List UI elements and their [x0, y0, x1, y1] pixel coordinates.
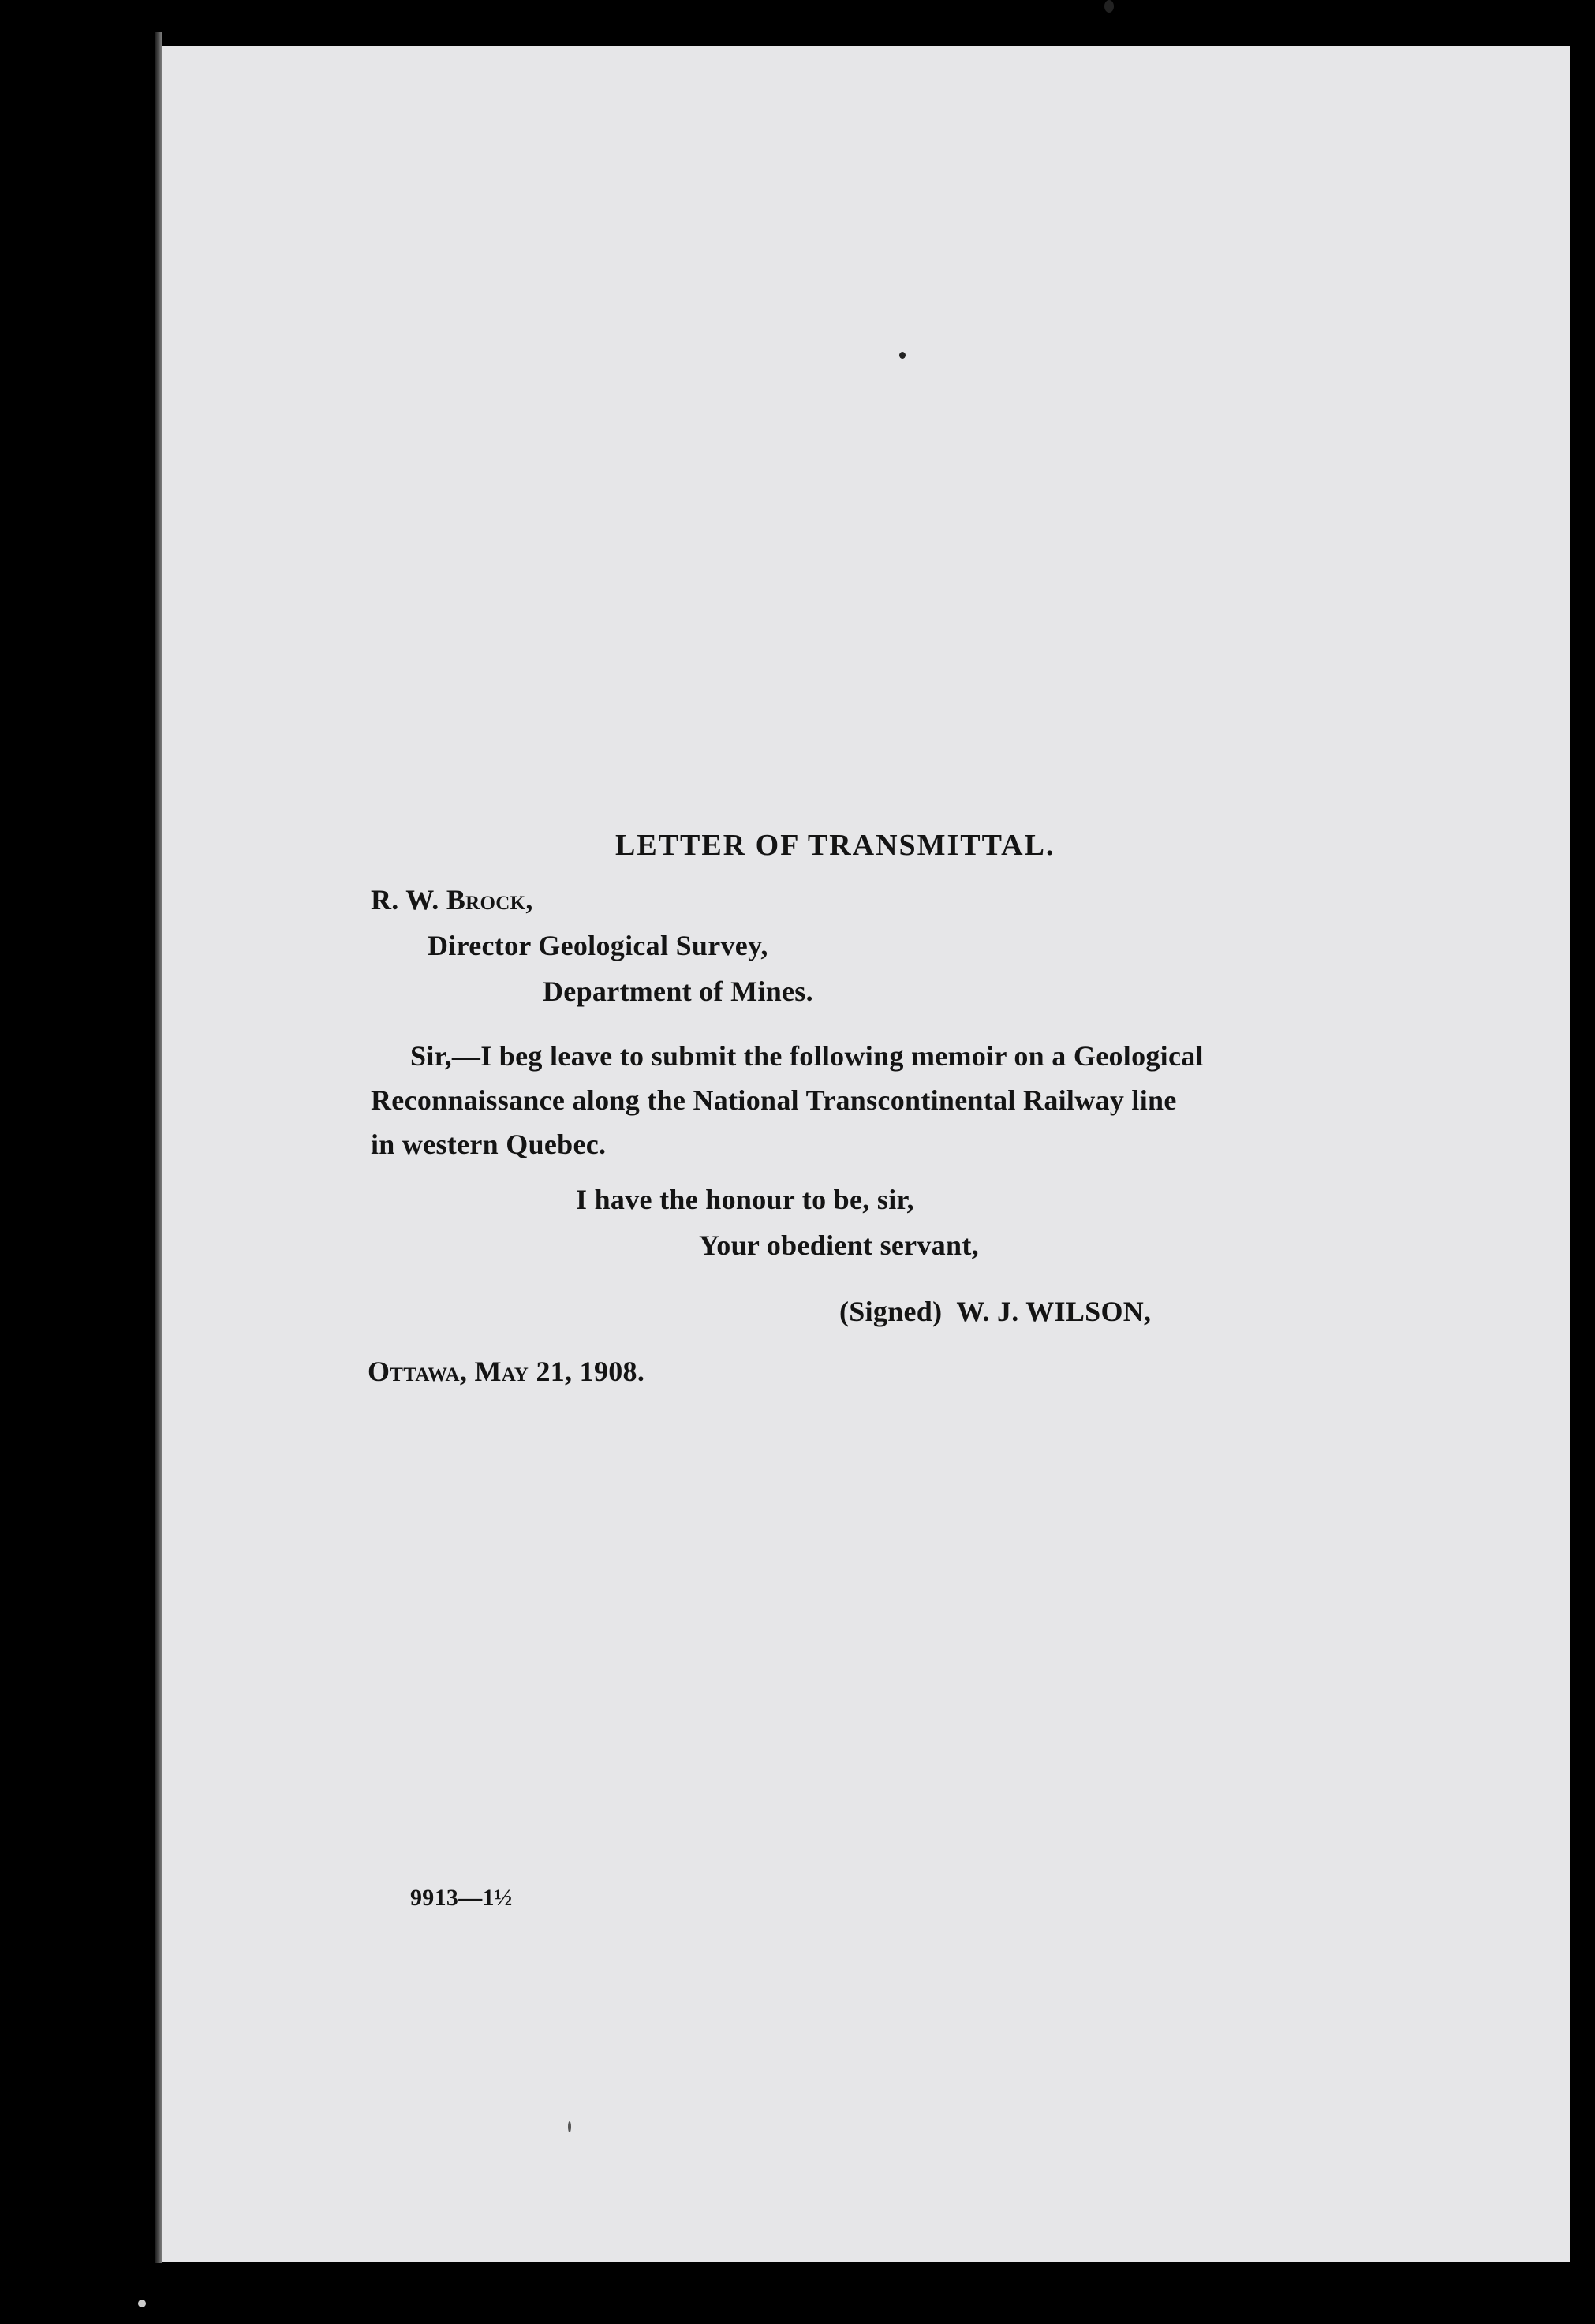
binding-gutter: [155, 32, 162, 2263]
letter-heading: LETTER OF TRANSMITTAL.: [615, 829, 1055, 862]
addressee-title: Director Geological Survey,: [428, 930, 768, 961]
addressee-department: Department of Mines.: [543, 975, 813, 1007]
place-and-date: Ottawa, May 21, 1908.: [368, 1356, 645, 1387]
folio-mark: 9913—1½: [410, 1885, 513, 1911]
body-line-3: in western Quebec.: [371, 1128, 607, 1160]
dust-speck: [138, 2300, 146, 2307]
closing-line-1: I have the honour to be, sir,: [576, 1184, 914, 1215]
closing-line-2: Your obedient servant,: [699, 1229, 979, 1261]
facing-page-edge: [0, 0, 155, 2324]
dust-speck: [899, 352, 906, 359]
signature: (Signed) W. J. WILSON,: [839, 1296, 1152, 1327]
dust-speck: [568, 2121, 571, 2132]
dust-speck: [1104, 0, 1114, 13]
paper-sheet: [158, 46, 1570, 2262]
body-line-2: Reconnaissance along the National Transcontinental Railway line: [371, 1084, 1177, 1116]
addressee-name: R. W. Brock,: [371, 884, 533, 916]
body-line-1: Sir,—I beg leave to submit the following memoir on a Geological: [410, 1040, 1204, 1072]
